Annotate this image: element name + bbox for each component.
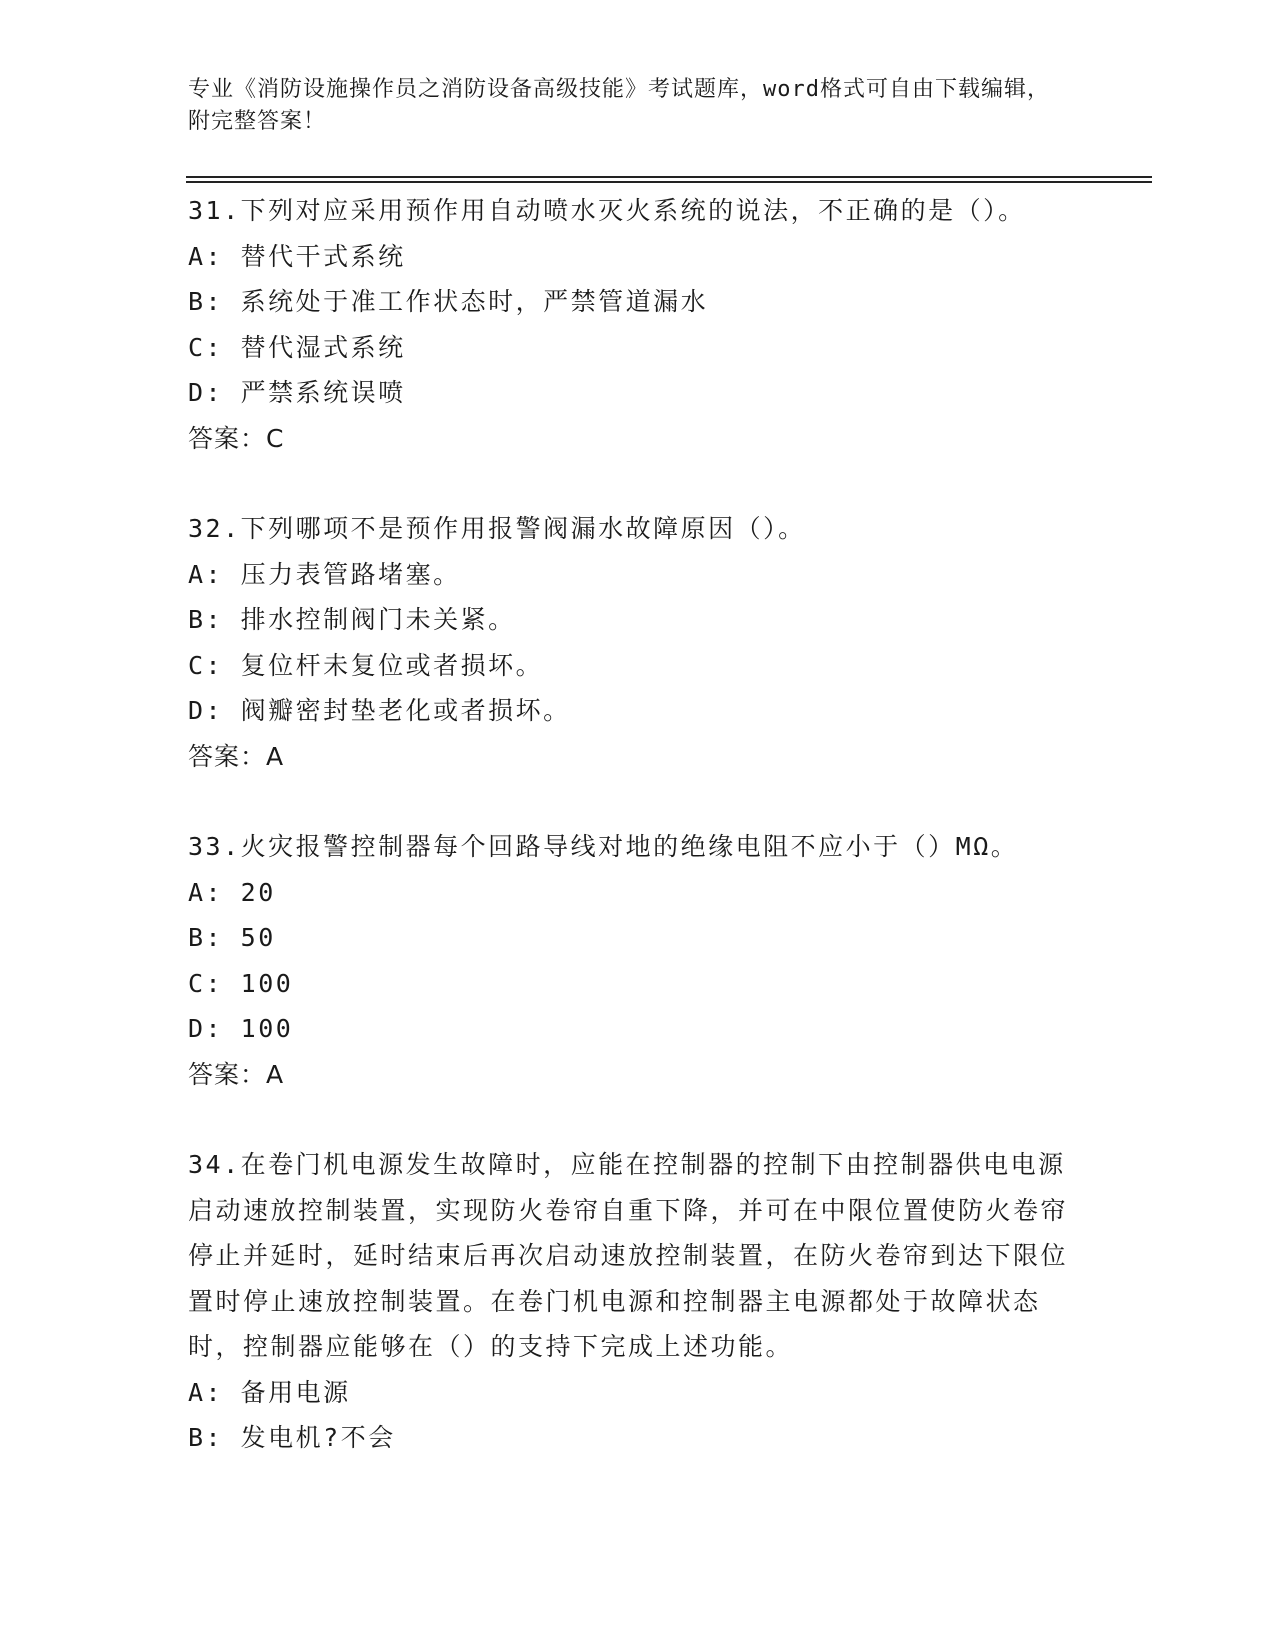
question-34 [188,1142,1088,1461]
option-c: C: 复位杆未复位或者损坏。 [188,650,544,680]
question-31 [188,188,1088,461]
option-d: D: 严禁系统误喷 [188,378,406,407]
question-stem: 33.火灾报警控制器每个回路导线对地的绝缘电阻不应小于（）MΩ。 [188,832,1019,861]
header-divider-top [186,176,1152,178]
option-c: C: 替代湿式系统 [188,332,406,362]
option-d: D: 100 [188,1014,294,1043]
question-32 [188,506,1088,779]
option-a: A: 压力表管路堵塞。 [188,559,461,589]
document-header: 专业《消防设施操作员之消防设备高级技能》考试题库，word格式可自由下载编辑，附完整答案！ [188,77,1050,134]
answer: 答案：A [188,1059,285,1089]
answer: 答案：C [188,423,285,453]
option-a: A: 备用电源 [188,1377,351,1407]
option-c: C: 100 [188,968,294,998]
question-stem: 32.下列哪项不是预作用报警阀漏水故障原因（）。 [188,514,806,543]
question-stem: 34.在卷门机电源发生故障时，应能在控制器的控制下由控制器供电电源启动速放控制装置，实现防火卷帘自重下降，并可在中限位置使防火卷帘停止并延时，延时结束后再次启动速放控制装置，在防火卷帘到达下限位置时停止速放控制装置。在卷门机电源和控制器主电源都处于故障状态时，控制器应能够在（）的支持下完成上述功能。 [188,1150,1069,1361]
question-33 [188,824,1088,1097]
answer: 答案：A [188,741,285,771]
option-b: B: 50 [188,923,276,952]
option-a: A: 20 [188,877,276,907]
option-d: D: 阀瓣密封垫老化或者损坏。 [188,696,571,725]
option-b: B: 发电机?不会 [188,1423,396,1452]
option-b: B: 系统处于准工作状态时，严禁管道漏水 [188,287,709,316]
option-b: B: 排水控制阀门未关紧。 [188,605,516,634]
option-a: A: 替代干式系统 [188,241,406,271]
header-divider-bottom [186,181,1152,183]
question-stem: 31.下列对应采用预作用自动喷水灭火系统的说法，不正确的是（）。 [188,196,1026,225]
